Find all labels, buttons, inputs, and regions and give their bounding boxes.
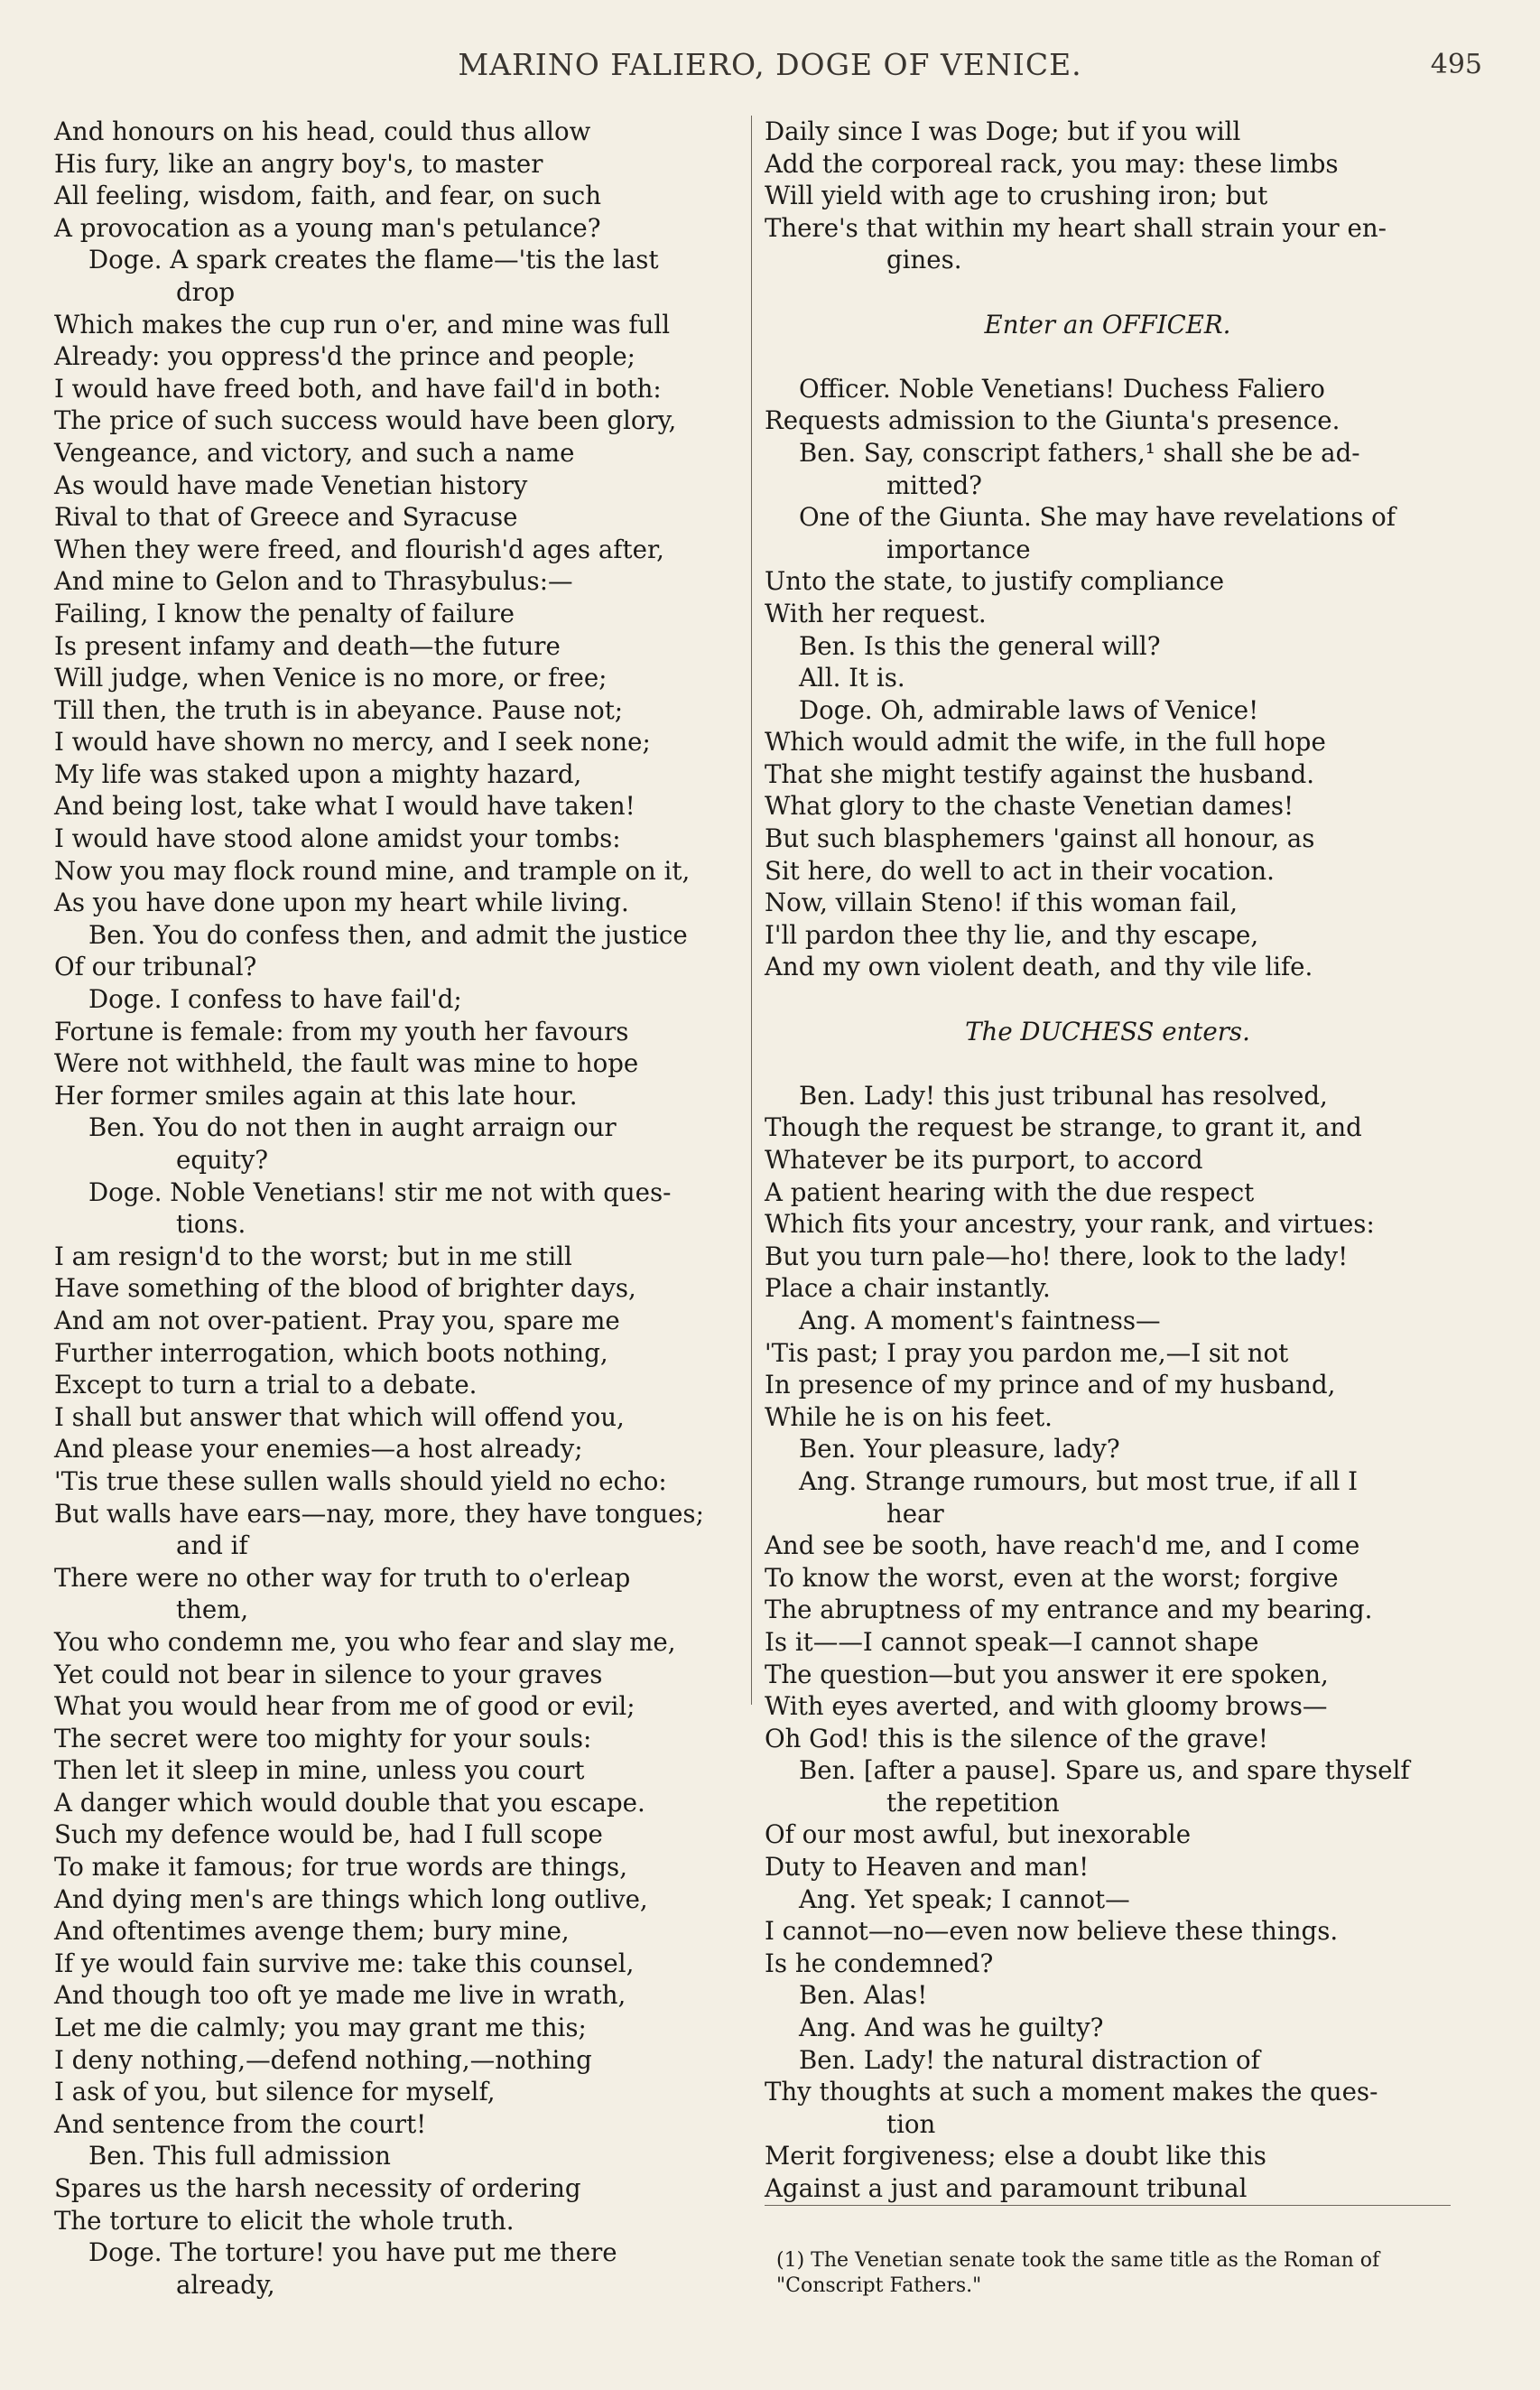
text-line — [765, 1047, 1451, 1080]
text-line: All feeling, wisdom, faith, and fear, on such — [54, 181, 601, 211]
text-line: Vengeance, and victory, and such a name — [54, 437, 575, 468]
text-line: And please your enemies—a host already; — [54, 1434, 583, 1465]
text-line: I shall but answer that which will offend you, — [54, 1401, 625, 1432]
text-line — [765, 340, 1451, 373]
text-line: Ben. Your pleasure, lady? — [799, 1434, 1120, 1465]
text-line: Though the request be strange, to grant it, and — [765, 1112, 1362, 1143]
text-line: But you turn pale—ho! there, look to the lady! — [765, 1241, 1349, 1271]
text-line: And though too oft ye made me live in wrath, — [54, 1980, 626, 2011]
text-line: Doge. The torture! you have put me there — [88, 2237, 617, 2268]
text-line: Except to turn a trial to a debate. — [54, 1370, 478, 1400]
text-line: When they were freed, and flourish'd ages after, — [54, 534, 664, 564]
text-line: Thy thoughts at such a moment makes the ques- — [765, 2077, 1378, 2107]
text-line: Which makes the cup run o'er, and mine was full — [54, 309, 671, 339]
text-line: A patient hearing with the due respect — [765, 1176, 1255, 1207]
text-line: His fury, like an angry boy's, to master — [54, 148, 543, 179]
text-line: Ben. You do confess then, and admit the justice — [88, 919, 688, 950]
text-line: Doge. I confess to have fail'd; — [88, 984, 462, 1015]
text-line: Doge. Noble Venetians! stir me not with ques- — [88, 1176, 672, 1207]
text-line: Rival to that of Greece and Syracuse — [54, 502, 518, 533]
text-line: tions. — [176, 1209, 246, 1240]
text-line: Daily since I was Doge; but if you will — [765, 116, 1241, 146]
text-line: My life was staked upon a mighty hazard, — [54, 758, 582, 789]
text-line: 'Tis past; I pray you pardon me,—I sit not — [765, 1337, 1289, 1368]
text-line: Ben. Lady! this just tribunal has resolved, — [799, 1080, 1328, 1111]
text-line: There were no other way for truth to o'erleap — [54, 1562, 631, 1593]
text-line: And mine to Gelon and to Thrasybulus:— — [54, 566, 573, 597]
text-line: Were not withheld, the fault was mine to hope — [54, 1048, 639, 1079]
text-line: Doge. Oh, admirable laws of Venice! — [799, 694, 1259, 725]
text-line: Have something of the blood of brighter days, — [54, 1273, 636, 1304]
text-line: Officer. Noble Venetians! Duchess Faliero — [799, 373, 1325, 404]
text-line: Against a just and paramount tribunal — [765, 2173, 1248, 2203]
text-line: Ang. And was he guilty? — [799, 2013, 1104, 2043]
text-line: There's that within my heart shall strain your en- — [765, 212, 1387, 243]
text-line: mitted? — [886, 470, 982, 500]
text-line: Is he condemned? — [765, 1948, 994, 1978]
text-line: Yet could not bear in silence to your graves — [54, 1659, 603, 1689]
text-line — [765, 983, 1451, 1016]
text-line: With eyes averted, and with gloomy brows— — [765, 1691, 1328, 1722]
text-line: Of our tribunal? — [54, 952, 257, 982]
text-line: Ang. A moment's faintness— — [799, 1305, 1161, 1335]
text-line: Unto the state, to justify compliance — [765, 566, 1225, 597]
text-line: importance — [886, 534, 1031, 564]
text-line: Spares us the harsh necessity of ordering — [54, 2173, 581, 2203]
text-line: That she might testify against the husband. — [765, 758, 1315, 789]
text-line: Whatever be its purport, to accord — [765, 1145, 1203, 1175]
text-line: I would have shown no mercy, and I seek none; — [54, 727, 651, 758]
text-line: Is it——I cannot speak—I cannot shape — [765, 1626, 1259, 1657]
text-line: Now you may flock round mine, and trample on it, — [54, 855, 691, 886]
text-line: Ben. Alas! — [799, 1980, 928, 2011]
text-line: But such blasphemers 'gainst all honour, as — [765, 823, 1315, 854]
text-line: drop — [176, 276, 236, 307]
text-line: Will judge, when Venice is no more, or free; — [54, 663, 608, 693]
text-line: The torture to elicit the whole truth. — [54, 2205, 515, 2236]
text-line: And am not over-patient. Pray you, spare me — [54, 1305, 620, 1335]
text-line: I would have freed both, and have fail'd in both: — [54, 373, 662, 404]
text-line: Which would admit the wife, in the full hope — [765, 727, 1326, 758]
text-line: Fortune is female: from my youth her favours — [54, 1016, 629, 1046]
text-line: I would have stood alone amidst your tombs: — [54, 823, 621, 854]
page-number: 495 — [1430, 49, 1482, 80]
text-line: All. It is. — [799, 663, 905, 693]
text-line: As you have done upon my heart while living. — [54, 888, 629, 918]
text-line: You who condemn me, you who fear and slay me, — [54, 1626, 676, 1657]
text-line: Ben. Lady! the natural distraction of — [799, 2044, 1260, 2075]
text-line: Let me die calmly; you may grant me this; — [54, 2013, 587, 2043]
text-line: Such my defence would be, had I full scope — [54, 1819, 603, 1850]
text-line: Then let it sleep in mine, unless you court — [54, 1755, 585, 1786]
text-line: Add the corporeal rack, you may: these limbs — [765, 148, 1339, 179]
column-divider — [751, 116, 752, 1705]
text-line: the repetition — [886, 1787, 1060, 1818]
text-line: Doge. A spark creates the flame—'tis the last — [88, 245, 659, 275]
text-line: What you would hear from me of good or evil; — [54, 1691, 635, 1722]
text-line: Is present infamy and death—the future — [54, 630, 561, 661]
text-line: And being lost, take what I would have taken! — [54, 791, 635, 822]
running-title: MARINO FALIERO, DOGE OF VENICE. — [458, 47, 1082, 82]
text-line: Duty to Heaven and man! — [765, 1852, 1090, 1883]
text-line: Requests admission to the Giunta's presence. — [765, 405, 1341, 436]
text-line: To make it famous; for true words are things, — [54, 1852, 627, 1883]
text-line: I'll pardon thee thy lie, and thy escape, — [765, 919, 1259, 950]
text-line: gines. — [886, 245, 962, 275]
page-header — [54, 47, 1486, 87]
text-line: The price of such success would have been glory, — [54, 405, 677, 436]
text-line: Further interrogation, which boots nothing, — [54, 1337, 608, 1368]
text-line: As would have made Venetian history — [54, 470, 528, 500]
text-line: Enter an OFFICER. — [984, 309, 1231, 339]
text-line: hear — [886, 1498, 944, 1529]
text-line: And sentence from the court! — [54, 2108, 427, 2139]
text-line: Ben. Is this the general will? — [799, 630, 1161, 661]
left-column — [54, 116, 740, 2301]
text-line: Ben. You do not then in aught arraign our — [88, 1112, 617, 1143]
text-line: Already: you oppress'd the prince and people; — [54, 341, 635, 372]
text-line: But walls have ears—nay, more, they have tongues; — [54, 1498, 704, 1529]
text-line: The DUCHESS enters. — [965, 1016, 1250, 1046]
text-line: tion — [886, 2108, 936, 2139]
text-line: And oftentimes avenge them; bury mine, — [54, 1916, 570, 1947]
text-line: 'Tis true these sullen walls should yield no echo: — [54, 1465, 667, 1496]
text-line: In presence of my prince and of my husband, — [765, 1370, 1336, 1400]
text-line: If ye would fain survive me: take this counsel, — [54, 1948, 635, 1978]
text-line: While he is on his feet. — [765, 1401, 1053, 1432]
text-line: Till then, the truth is in abeyance. Pause not; — [54, 694, 624, 725]
text-line: already, — [176, 2269, 275, 2300]
text-line: Place a chair instantly. — [765, 1273, 1051, 1304]
text-line: Will yield with age to crushing iron; but — [765, 181, 1268, 211]
text-line — [765, 276, 1451, 309]
text-line: One of the Giunta. She may have revelations of — [799, 502, 1396, 533]
text-line: And see be sooth, have reach'd me, and I come — [765, 1530, 1360, 1561]
text-line: Ang. Strange rumours, but most true, if all I — [799, 1465, 1359, 1496]
text-line: What glory to the chaste Venetian dames! — [765, 791, 1294, 822]
text-line: and if — [176, 1530, 248, 1561]
text-line: Merit forgiveness; else a doubt like this — [765, 2141, 1266, 2171]
text-line: equity? — [176, 1145, 269, 1175]
text-line: I cannot—no—even now believe these things. — [765, 1916, 1339, 1947]
text-line: A provocation as a young man's petulance? — [54, 212, 601, 243]
text-line: Ben. Say, conscript fathers,¹ shall she be ad- — [799, 437, 1360, 468]
text-line: I ask of you, but silence for myself, — [54, 2077, 496, 2107]
text-line: Sit here, do well to act in their vocation. — [765, 855, 1275, 886]
text-line: Now, villain Steno! if this woman fail, — [765, 888, 1238, 918]
text-line: Of our most awful, but inexorable — [765, 1819, 1192, 1850]
text-line: And honours on his head, could thus allow — [54, 116, 591, 146]
text-line: I deny nothing,—defend nothing,—nothing — [54, 2044, 592, 2075]
text-line: The abruptness of my entrance and my bearing. — [765, 1595, 1373, 1625]
text-line: Ben. [after a pause]. Spare us, and spare thyself — [799, 1755, 1410, 1786]
text-line: them, — [176, 1595, 249, 1625]
text-line: With her request. — [765, 598, 987, 628]
text-line: Her former smiles again at this late hour. — [54, 1080, 578, 1111]
text-line: To know the worst, even at the worst; forgive — [765, 1562, 1339, 1593]
text-line: Ben. This full admission — [88, 2141, 391, 2171]
text-line: I am resign'd to the worst; but in me still — [54, 1241, 572, 1271]
footnote-divider — [765, 2205, 1451, 2206]
text-line: Ang. Yet speak; I cannot— — [799, 1883, 1130, 1914]
footnote: (1) The Venetian senate took the same title as the Roman of "Conscript Fathers." — [776, 2249, 1380, 2297]
text-line: The secret were too mighty for your souls: — [54, 1723, 592, 1753]
text-line: Which fits your ancestry, your rank, and virtues: — [765, 1209, 1375, 1240]
text-line: Oh God! this is the silence of the grave! — [765, 1723, 1269, 1753]
text-line: A danger which would double that you escape. — [54, 1787, 645, 1818]
text-line: Failing, I know the penalty of failure — [54, 598, 515, 628]
text-line: The question—but you answer it ere spoken, — [765, 1659, 1329, 1689]
text-line: And my own violent death, and thy vile life. — [765, 952, 1313, 982]
text-line: And dying men's are things which long outlive, — [54, 1883, 648, 1914]
right-column — [765, 116, 1451, 2205]
